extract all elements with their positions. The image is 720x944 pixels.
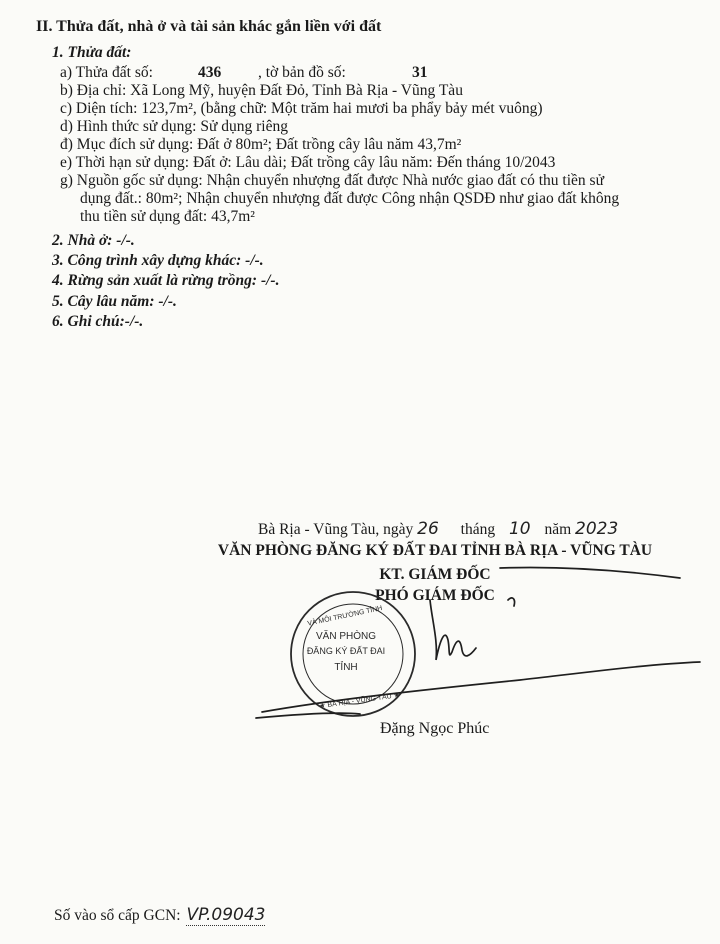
registry-number: VP.09043 bbox=[186, 905, 266, 925]
deputy-director: PHÓ GIÁM ĐỐC bbox=[375, 587, 495, 604]
stamp-line-3: TỈNH bbox=[334, 662, 358, 673]
land-heading: 1. Thửa đất: bbox=[52, 44, 132, 61]
origin-row-1: g) Nguồn gốc sử dụng: Nhận chuyển nhượng đất được Nhà nước giao đất có thu tiền sử bbox=[60, 172, 604, 189]
map-label: , tờ bản đồ số: bbox=[258, 64, 346, 81]
registry-row bbox=[54, 906, 265, 925]
signature bbox=[256, 567, 700, 718]
parcel-label: a) Thửa đất số: bbox=[60, 64, 153, 81]
section-title: II. Thửa đất, nhà ở và tài sản khác gắn liền với đất bbox=[36, 18, 382, 35]
signing-month: 10 bbox=[508, 519, 531, 539]
construction-item: 3. Công trình xây dựng khác: -/-. bbox=[52, 252, 264, 269]
registry-label: Số vào sổ cấp GCN: bbox=[54, 907, 181, 924]
issuing-office: VĂN PHÒNG ĐĂNG KÝ ĐẤT ĐAI TỈNH BÀ RỊA - VŨNG TÀU bbox=[217, 542, 653, 559]
stamp-line-2: ĐĂNG KÝ ĐẤT ĐAI bbox=[306, 646, 386, 656]
use-term-row: e) Thời hạn sử dụng: Đất ở: Lâu dài; Đất trồng cây lâu năm: Đến tháng 10/2043 bbox=[60, 154, 556, 171]
note-item: 6. Ghi chú:-/-. bbox=[52, 313, 144, 330]
signing-place: Bà Rịa - Vũng Tàu, ngày bbox=[258, 521, 414, 538]
address-row: b) Địa chỉ: Xã Long Mỹ, huyện Đất Đỏ, Tỉnh Bà Rịa - Vũng Tàu bbox=[60, 82, 463, 99]
forest-item: 4. Rừng sản xuất là rừng trồng: -/-. bbox=[52, 272, 280, 289]
svg-text:VÀ MÔI TRƯỜNG TỈNH: VÀ MÔI TRƯỜNG TỈNH bbox=[306, 604, 384, 628]
perennial-item: 5. Cây lâu năm: -/-. bbox=[52, 293, 177, 310]
kt-director: KT. GIÁM ĐỐC bbox=[379, 566, 491, 583]
signer-name: Đặng Ngọc Phúc bbox=[380, 720, 490, 737]
use-form-row: d) Hình thức sử dụng: Sử dụng riêng bbox=[60, 118, 288, 135]
map-number: 31 bbox=[412, 64, 428, 81]
month-label: tháng bbox=[460, 521, 496, 538]
svg-text:★ BÀ RỊA - VŨNG TÀU ★: ★ BÀ RỊA - VŨNG TÀU ★ bbox=[318, 691, 401, 711]
origin-row-2: dụng đất.: 80m²; Nhận chuyển nhượng đất được Công nhận QSDĐ như giao đất không bbox=[80, 190, 620, 207]
parcel-number: 436 bbox=[198, 64, 222, 81]
year-label: năm bbox=[544, 521, 572, 538]
house-item: 2. Nhà ở: -/-. bbox=[52, 232, 135, 249]
stamp-line-1: VĂN PHÒNG bbox=[315, 631, 377, 642]
signing-year: 2023 bbox=[575, 519, 619, 539]
area-row: c) Diện tích: 123,7m², (bằng chữ: Một trăm hai mươi ba phẩy bảy mét vuông) bbox=[60, 100, 543, 117]
use-purpose-row: đ) Mục đích sử dụng: Đất ở 80m²; Đất trồng cây lâu năm 43,7m² bbox=[60, 136, 462, 153]
signing-day: 26 bbox=[417, 519, 439, 539]
origin-row-3: thu tiền sử dụng đất: 43,7m² bbox=[80, 208, 255, 225]
